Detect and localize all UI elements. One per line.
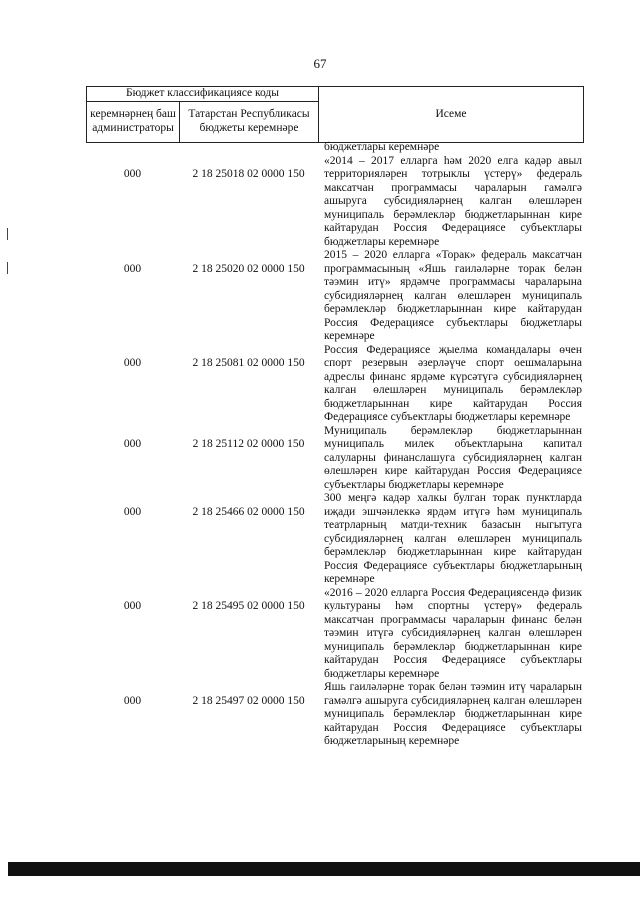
- table-row: [86, 155, 583, 250]
- binding-mark-bottom: [7, 262, 8, 274]
- continuation-text: бюджетлары керемнәре: [324, 141, 440, 153]
- revenue-code: 2 18 25495 02 0000 150: [192, 600, 305, 612]
- revenue-name: Яшь гаиләләрне торак белән тәэмин итү чараларын гамәлгә ашыруга субсидияләрнең калган өлешләрен муниципаль берәмлекләр бюджетларыннан кире кайтарудан Россия Федерациясе субъектлары бюджетларының керемнәре: [324, 681, 582, 747]
- revenue-code: 2 18 25497 02 0000 150: [192, 694, 305, 707]
- revenue-name: 2015 – 2020 елларга «Торак» федераль максатчан программасының «Яшь гаиләләрне торак белән тәэмин итү» ярдәмче программасы чараларына субсидияләрнең калган өлешләрен муниципаль берәмлекләр бюджетларыннан кире кайтарудан Россия Федерациясе субъектлары бюджетлары керемнәре: [324, 249, 582, 342]
- admin-code: 000: [123, 357, 142, 369]
- revenue-name: 300 меңгә кадәр халкы булган торак пунктларда иҗади эшчәнлеккә ярдәм итүгә һәм муниципаль театрларның матди-техник базасын ныгытуга субсидияләрнең калган өлешләрен муниципаль берәмлекләр бюджетларыннан кире кайтарудан Россия Федерациясе субъектлары бюджетларының керемнәре: [324, 492, 582, 585]
- binding-mark-top: [7, 228, 8, 240]
- header-name: Исеме: [319, 87, 584, 143]
- revenue-code: 2 18 25018 02 0000 150: [192, 168, 305, 180]
- admin-code: 000: [123, 438, 142, 450]
- table-row: [86, 587, 583, 682]
- revenue-name: «2016 – 2020 елларга Россия Федерациясендә физик культураны һәм спортны үстерү» федераль максатчан программасы чараларын финанс белән тәэмин итүгә субсидияләрнең калган өлешләрен муниципаль берәмлекләр бюджетларыннан кире кайтарудан Россия Федерациясе субъектлары бюджетлары керемнәре: [324, 586, 582, 680]
- admin-code: 000: [123, 505, 142, 518]
- revenue-name: Россия Федерациясе җыелма командалары өчен спорт резервын әзерләүче спорт оешмаларына адреслы финанс ярдәме күрсәтүгә субсидияләрнең калган өлешләрен муниципаль берәмлекләр бюджетларыннан кире кайтарудан Россия Федерациясе субъектлары бюджетлары керемнәре: [324, 343, 582, 423]
- table-row: [86, 492, 583, 587]
- admin-code: 000: [123, 600, 142, 612]
- revenue-name: «2014 – 2017 елларга һәм 2020 елга кадәр авыл территорияләрен тотрыклы үстерү» федераль максатчан программасы чараларын гамәлгә ашыруга субсидияләрнең калган өлешләрен муниципаль берәмлекләр бюджетларыннан кире кайтарудан Россия Федерациясе субъектлары бюджетлары керемнәре: [324, 154, 582, 248]
- table-row: [86, 425, 583, 493]
- admin-code: 000: [123, 694, 142, 707]
- table-row: [86, 249, 583, 344]
- scan-edge-bar: [8, 862, 640, 876]
- header-admin: керемнәрнең баш администраторы: [87, 101, 180, 142]
- header-revenue-code: Татарстан Республикасы бюджеты керемнәре: [180, 101, 319, 142]
- revenue-code: 2 18 25466 02 0000 150: [192, 505, 305, 518]
- header-classification-codes: Бюджет классификациясе коды: [87, 87, 319, 102]
- table-header: [86, 86, 584, 143]
- admin-code: 000: [123, 168, 142, 180]
- table-row: [86, 681, 583, 749]
- admin-code: 000: [123, 262, 142, 275]
- table-row-continuation: [86, 141, 583, 155]
- revenue-code: 2 18 25112 02 0000 150: [192, 438, 305, 450]
- revenue-code: 2 18 25081 02 0000 150: [192, 357, 305, 369]
- table-body: [86, 141, 583, 749]
- page-number: 67: [313, 56, 327, 71]
- revenue-name: Муниципаль берәмлекләр бюджетларыннан муниципаль милек объектларына капитал салуларны финанслашуга субсидияләрнең калган өлешләрен кире кайтарудан Россия Федерациясе субъектлары бюджетлары керемнәре: [324, 424, 582, 491]
- table-row: [86, 344, 583, 425]
- revenue-code: 2 18 25020 02 0000 150: [192, 262, 305, 275]
